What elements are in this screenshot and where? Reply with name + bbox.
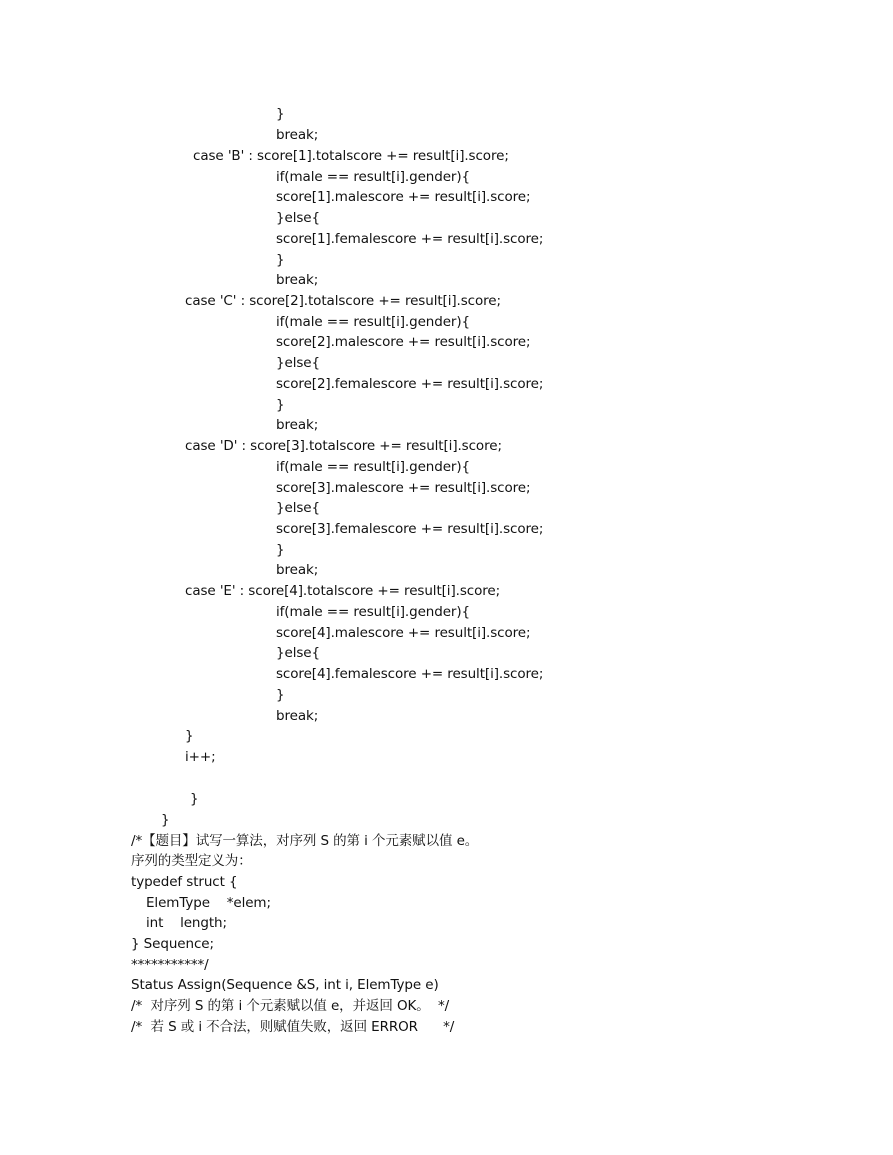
code-line: break; <box>276 272 319 288</box>
problem-line: ElemType *elem; <box>146 895 271 911</box>
problem-line: Status Assign(Sequence &S, int i, ElemType e) <box>131 977 439 993</box>
code-line: score[2].malescore += result[i].score; <box>276 334 531 350</box>
code-line: break; <box>276 417 319 433</box>
code-line: } <box>276 252 285 268</box>
code-line: if(male == result[i].gender){ <box>276 604 471 620</box>
problem-line: ***********/ <box>131 957 209 973</box>
code-line: } <box>190 791 199 807</box>
code-line: } <box>276 106 285 122</box>
code-line: case 'E' : score[4].totalscore += result[i].score; <box>185 583 501 599</box>
problem-line: /* 对序列 S 的第 i 个元素赋以值 e，并返回 OK。 */ <box>131 998 450 1014</box>
code-line: if(male == result[i].gender){ <box>276 314 471 330</box>
code-line: score[3].femalescore += result[i].score; <box>276 521 544 537</box>
code-line: } <box>276 687 285 703</box>
code-line: }else{ <box>276 645 320 661</box>
code-line: if(male == result[i].gender){ <box>276 459 471 475</box>
code-line: break; <box>276 708 319 724</box>
code-line: score[2].femalescore += result[i].score; <box>276 376 544 392</box>
code-line: score[3].malescore += result[i].score; <box>276 480 531 496</box>
code-line: } <box>276 542 285 558</box>
problem-line: } Sequence; <box>131 936 214 952</box>
code-line: score[4].femalescore += result[i].score; <box>276 666 544 682</box>
code-line: }else{ <box>276 355 320 371</box>
problem-line: int length; <box>146 915 227 931</box>
code-line: score[1].femalescore += result[i].score; <box>276 231 544 247</box>
problem-line: typedef struct { <box>131 874 238 890</box>
code-line: } <box>185 728 194 744</box>
code-line: break; <box>276 127 319 143</box>
code-line: } <box>161 812 170 828</box>
code-line: case 'B' : score[1].totalscore += result[i].score; <box>193 148 509 164</box>
code-line: } <box>276 397 285 413</box>
code-line: case 'C' : score[2].totalscore += result[i].score; <box>185 293 501 309</box>
code-line: }else{ <box>276 500 320 516</box>
code-line: score[4].malescore += result[i].score; <box>276 625 531 641</box>
problem-line: /* 若 S 或 i 不合法，则赋值失败，返回 ERROR */ <box>131 1019 455 1035</box>
code-line: case 'D' : score[3].totalscore += result[i].score; <box>185 438 502 454</box>
code-line: break; <box>276 562 319 578</box>
problem-line: 序列的类型定义为： <box>131 853 252 869</box>
problem-line: /*【题目】试写一算法，对序列 S 的第 i 个元素赋以值 e。 <box>131 833 479 849</box>
code-line: i++; <box>185 749 216 765</box>
code-line: }else{ <box>276 210 320 226</box>
code-line: if(male == result[i].gender){ <box>276 169 471 185</box>
code-line: score[1].malescore += result[i].score; <box>276 189 531 205</box>
